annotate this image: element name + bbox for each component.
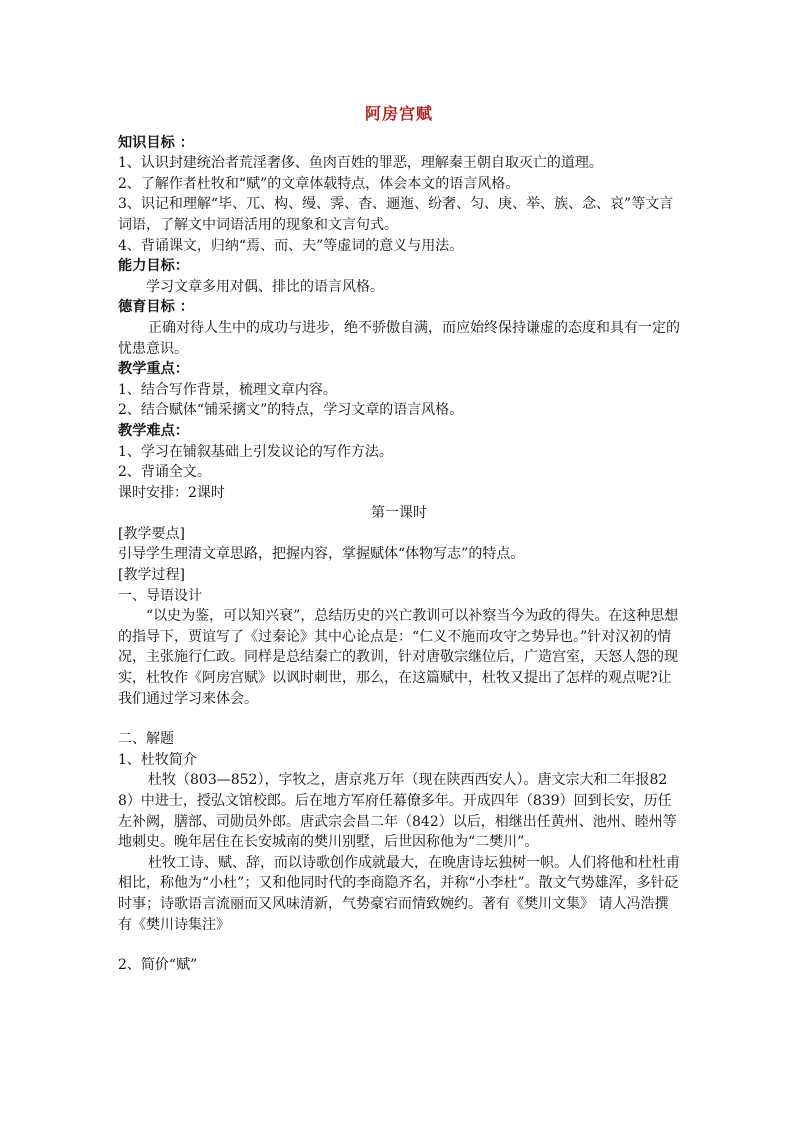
schedule-text: 课时安排：2课时 bbox=[118, 484, 225, 501]
key-item: 1、结合写作背景，梳理文章内容。 bbox=[118, 381, 337, 398]
dumu-paragraph-1: 杜牧（803—852），字牧之，唐京兆万年（现在陕西西安人）。唐文宗大和二年报828）中进士，授弘文馆校郎。后在地方军府任幕僚多年。开成四年（839）回到长安，历任左补阙，膳部、司勋员外郎。唐武宗会昌二年（842）以后，相继出任黄州、池州、睦州等地刺史。晚年居住在长安城南的樊川别墅，后世因称他为“二樊川”。 bbox=[118, 772, 677, 851]
dumu-heading: 1、杜牧简介 bbox=[118, 751, 197, 768]
knowledge-item: 3、识记和理解“毕、兀、构、缦、霁、杳、逦迤、纷奢、匀、庚、举、族、念、哀”等文言词语，了解文中词语活用的现象和文言句式。 bbox=[118, 196, 674, 233]
knowledge-heading: 知识目标 ： bbox=[118, 134, 194, 151]
document-page bbox=[118, 104, 680, 976]
explain-heading: 二、解题 bbox=[118, 731, 174, 748]
knowledge-item: 1、认识封建统治者荒淫奢侈、鱼肉百姓的罪恶，理解秦王朝自取灭亡的道理。 bbox=[118, 155, 603, 172]
fu-heading: 2、简价“赋” bbox=[118, 957, 198, 974]
points-label: [教学要点] bbox=[118, 525, 185, 542]
points-text: 引导学生理清文章思路，把握内容，掌握赋体“体物写志”的特点。 bbox=[118, 546, 525, 563]
knowledge-item: 2、了解作者杜牧和“赋”的文章体载特点，体会本文的语言风格。 bbox=[118, 175, 520, 192]
spacer bbox=[118, 935, 680, 955]
ability-heading: 能力目标： bbox=[118, 258, 189, 275]
knowledge-item: 4、背诵课文，归纳“焉、而、夫”等虚词的意义与用法。 bbox=[118, 237, 464, 254]
difficulty-heading: 教学难点： bbox=[118, 422, 189, 439]
moral-heading: 德育目标 ： bbox=[118, 299, 194, 316]
key-heading: 教学重点： bbox=[118, 361, 189, 378]
difficulty-item: 1、学习在铺叙基础上引发议论的写作方法。 bbox=[118, 443, 393, 460]
lesson-heading: 第一课时 bbox=[371, 505, 427, 522]
ability-text: 学习文章多用对偶、排比的语言风格。 bbox=[146, 278, 384, 295]
intro-text: “以史为鉴，可以知兴衰”，总结历史的兴亡教训可以补察当今为政的得失。在这种思想的指导下，贾谊写了《过秦论》其中心论点是：“仁义不施而攻守之势异也。”针对汉初的情况，主张施行仁政。同样是总结秦亡的教训，针对唐敬宗继位后，广造宫室，天怒人怨的现实，杜牧作《阿房宫赋》以讽时刺世，那么，在这篇赋中，杜牧又提出了怎样的观点呢?让我们通过学习来体会。 bbox=[118, 608, 679, 707]
process-label: [教学过程] bbox=[118, 567, 185, 584]
intro-heading: 一、导语设计 bbox=[118, 587, 202, 604]
moral-text: 正确对待人生中的成功与进步，绝不骄傲自满，而应始终保持谦虚的态度和具有一定的忧患意识。 bbox=[118, 319, 680, 357]
page-title: 阿房宫赋 bbox=[364, 104, 433, 123]
dumu-paragraph-2: 杜牧工诗、赋、辞，而以诗歌创作成就最大，在晚唐诗坛独树一帜。人们将他和杜杜甫相比，称他为“小杜”；又和他同时代的李商隐齐名，并称“小李杜”。散文气势雄浑，多针砭时事；诗歌语言流丽而又风味清新，气势豪宕而情致婉约。著有《樊川文集》 请人冯浩撰有《樊川诗集注》 bbox=[118, 854, 680, 933]
key-item: 2、结合赋体“铺采摛文”的特点，学习文章的语言风格。 bbox=[118, 402, 464, 419]
spacer bbox=[118, 709, 680, 729]
difficulty-item: 2、背诵全文。 bbox=[118, 464, 211, 481]
